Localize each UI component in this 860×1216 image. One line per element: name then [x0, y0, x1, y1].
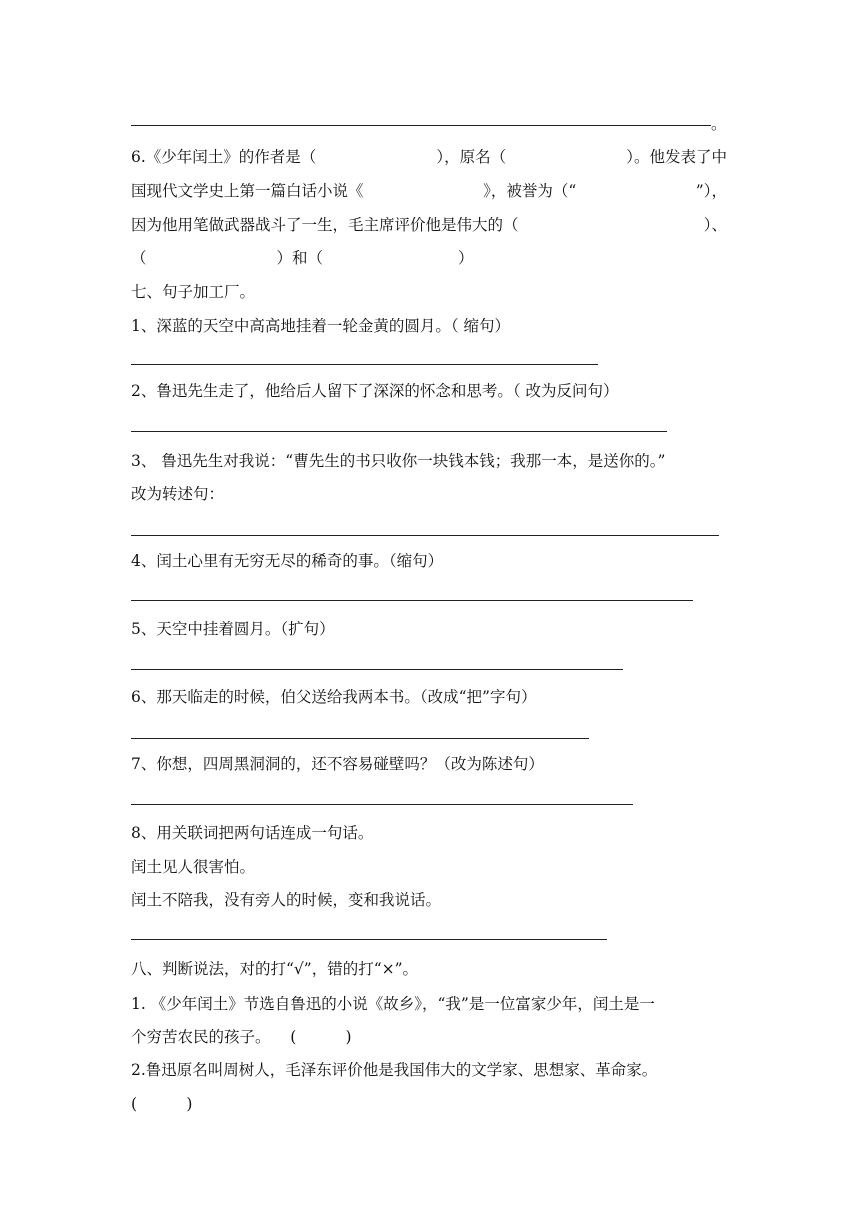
- s8-q2-line1: 2.鲁迅原名叫周树人，毛泽东评价他是我国伟大的文学家、思想家、革命家。: [131, 1061, 658, 1079]
- q6-line2-mid: 》，被誉为（“: [483, 182, 577, 200]
- q6-line1-mid: ），原名（: [436, 148, 507, 166]
- answer-line-s7-3[interactable]: [131, 535, 719, 536]
- q6-line-4: [131, 247, 474, 269]
- answer-line-s7-5[interactable]: [131, 669, 623, 670]
- answer-line-s7-2[interactable]: [131, 431, 667, 432]
- s7-item-8-sentence-b: 闰土不陪我，没有旁人的时候，变和我说话。: [131, 891, 442, 909]
- q6-line4-b: ）和（: [276, 249, 324, 267]
- answer-line-top[interactable]: [131, 125, 711, 126]
- s8-q1-line1: 1. 《少年闰土》节选自鲁迅的小说《故乡》，“我”是一位富家少年，闰土是一: [131, 995, 655, 1013]
- s7-item-1: 1、深蓝的天空中高高地挂着一轮金黄的圆月。（ 缩句）: [131, 317, 511, 335]
- s7-item-8-sentence-a: 闰土见人很害怕。: [131, 858, 256, 876]
- s7-item-3-cont: 改为转述句：: [131, 485, 225, 503]
- answer-line-s7-6[interactable]: [131, 738, 589, 739]
- answer-line-s7-4[interactable]: [131, 600, 693, 601]
- q6-line2-pre: 国现代文学史上第一篇白话小说《: [131, 182, 364, 200]
- s8-q1-line2: 个穷苦农民的孩子。 ( ): [131, 1028, 352, 1046]
- s7-item-7: 7、你想，四周黑洞洞的，还不容易碰壁吗？（改为陈述句）: [131, 755, 544, 773]
- s7-item-2: 2、鲁迅先生走了，他给后人留下了深深的怀念和思考。（ 改为反问句）: [131, 382, 619, 400]
- s8-q2-line2: ( ): [131, 1095, 193, 1113]
- q6-line1-pre: 6.《少年闰土》的作者是（: [131, 148, 317, 166]
- answer-line-s7-1[interactable]: [131, 364, 598, 365]
- q6-line-1: [131, 146, 727, 168]
- answer-line-s7-7[interactable]: [131, 804, 633, 805]
- q6-line-2: [131, 180, 727, 202]
- q6-line-3: [131, 214, 727, 236]
- s7-item-5: 5、天空中挂着圆月。（扩句）: [131, 620, 335, 638]
- s7-item-8: 8、用关联词把两句话连成一句话。: [131, 824, 374, 842]
- period-mark: 。: [711, 115, 727, 133]
- s7-item-3: 3、 鲁迅先生对我说：“曹先生的书只收你一块钱本钱；我那一本，是送你的。”: [131, 452, 666, 470]
- s7-item-4: 4、闰土心里有无穷无尽的稀奇的事。（缩句）: [131, 552, 444, 570]
- q6-line4-c: ）: [458, 249, 474, 267]
- section7-heading: 七、句子加工厂。: [131, 283, 256, 301]
- q6-line3-pre: 因为他用笔做武器战斗了一生，毛主席评价他是伟大的（: [131, 216, 519, 234]
- s7-item-6: 6、那天临走的时候，伯父送给我两本书。（改成“把”字句）: [131, 688, 537, 706]
- q6-line4-a: （: [131, 249, 147, 267]
- q6-line1-post: ）。他发表了中: [626, 148, 727, 166]
- q6-line2-post: ”），: [695, 182, 727, 200]
- q6-line3-post: ）、: [703, 216, 727, 234]
- answer-line-s7-8[interactable]: [131, 939, 607, 940]
- section8-heading: 八、判断说法，对的打“√”，错的打“×”。: [131, 960, 419, 978]
